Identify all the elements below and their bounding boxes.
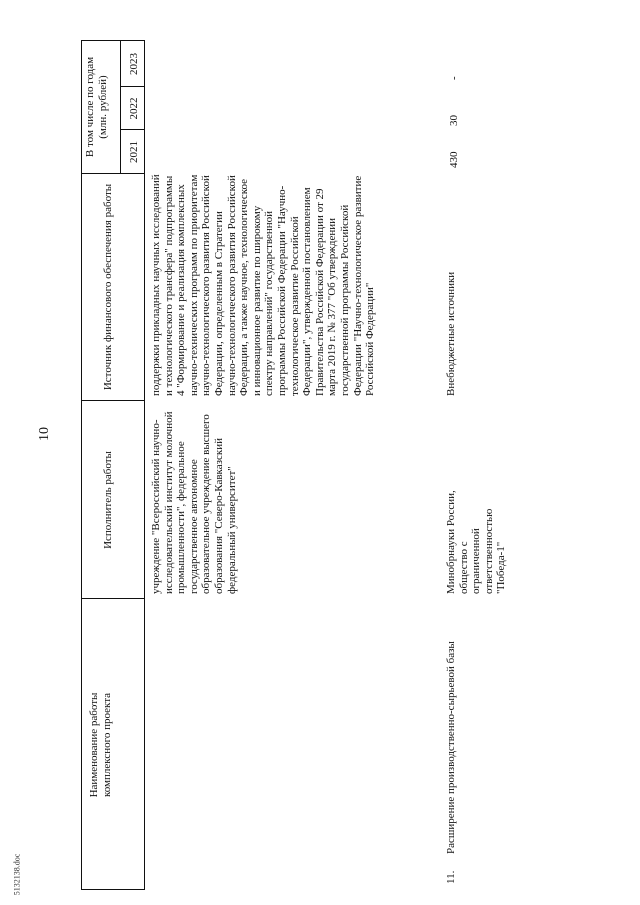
table-sheet	[75, 40, 630, 890]
table-top-border	[81, 40, 82, 890]
header-year-2021: 2021	[128, 141, 140, 163]
document-code: 5132138.doc	[12, 853, 22, 896]
row-11-work-name: Расширение производственно-сырьевой базы	[445, 641, 457, 854]
years-group-divider	[120, 40, 121, 174]
row-11-value-2021: 430	[448, 151, 460, 168]
col-divider-1	[81, 598, 144, 599]
row-1-funding-source: поддержки прикладных научных исследований и технологического трансфера" подпрограммы 4 "Формирование и реализация комплексных научно-технических программ по приоритетам научно-технологического развития Российской Федерации, определенным в Стратегии научно-технологического развития Российской Федерации, а также научное, технологическое и инновационное развитие по широкому спектру направлений" государственной программы Российской Федерации "Научно-технологическое развитие Российской Федерации", утвержденной постановлением Правительства Российской Федерации от 29 марта 2019 г. № 377 "Об утверждении государственной программы Российской Федерации "Научно-технологическое развитие Российской Федерации"	[150, 174, 377, 396]
header-year-2023: 2023	[128, 53, 140, 75]
header-year-2022: 2022	[128, 97, 140, 120]
table-left-border	[81, 889, 144, 890]
header-bottom-border	[144, 40, 145, 890]
row-11-number: 11.	[445, 870, 457, 884]
row-1-executor: учреждение "Всероссийский научно-исследовательский институт молочной промышленности", федеральное государственное автономное образовательное учреждение высшего образования "Северо-Кавказский федеральный университет"	[150, 411, 238, 594]
header-executor: Исполнитель работы	[102, 451, 114, 549]
row-11-funding-source: Внебюджетные источники	[445, 271, 457, 396]
header-funding-source: Источник финансового обеспечения работы	[102, 183, 114, 391]
header-work-name: Наименование работы комплексного проекта	[88, 692, 113, 798]
row-11-executor: Минобрнауки России, общество с ограниченной ответственностью "Победа-1"	[445, 490, 508, 594]
header-years-group: В том числе по годам (млн. рублей)	[84, 56, 109, 158]
row-11-value-2022: 30	[448, 115, 460, 126]
page-number: 10	[37, 427, 52, 441]
col-divider-2	[81, 400, 144, 401]
row-11-value-2023: -	[448, 76, 460, 80]
